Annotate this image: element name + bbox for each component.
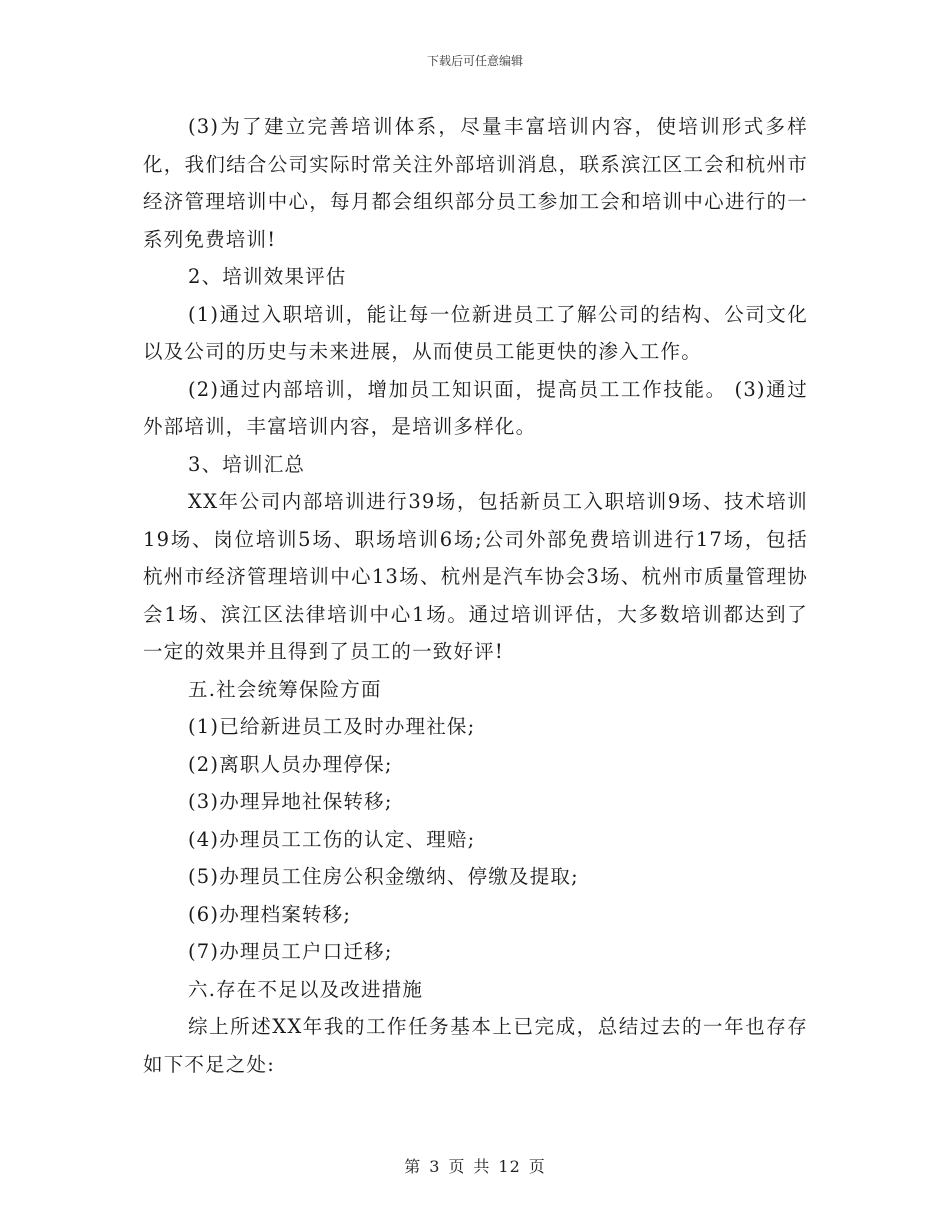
list-item-insurance-3: (3)办理异地社保转移; xyxy=(188,790,393,813)
page-header: 下载后可任意编辑 xyxy=(426,54,523,68)
heading-shortcomings: 六.存在不足以及改进措施 xyxy=(188,977,424,1001)
total-label: 共 xyxy=(473,1157,491,1176)
page-label-mid: 页 xyxy=(448,1157,466,1176)
paragraph-shortcomings-intro: 综上所述XX年我的工作任务基本上已完成，总结过去的一年也存存如下不足之处: xyxy=(143,1015,808,1076)
document-body xyxy=(143,108,808,1083)
paragraph-training-diversification: (3)为了建立完善培训体系，尽量丰富培训内容，使培训形式多样化，我们结合公司实际时常关注外部培训消息，联系滨江区工会和杭州市经济管理培训中心，每月都会组织部分员工参加工会和培训中心进行的一系列免费培训! xyxy=(143,115,808,251)
page-label-suffix: 页 xyxy=(528,1157,546,1176)
list-item-insurance-7: (7)办理员工户口迁移; xyxy=(188,940,393,963)
list-item-insurance-1: (1)已给新进员工及时办理社保; xyxy=(188,715,476,738)
page-label-prefix: 第 xyxy=(404,1157,422,1176)
page-footer xyxy=(0,1154,950,1177)
paragraph-internal-external-training: (2)通过内部培训，增加员工知识面，提高员工工作技能。 (3)通过外部培训，丰富培训内容，是培训多样化。 xyxy=(143,377,808,438)
current-page-number: 3 xyxy=(429,1157,441,1176)
list-item-insurance-2: (2)离职人员办理停保; xyxy=(188,752,393,776)
paragraph-training-summary: XX年公司内部培训进行39场，包括新员工入职培训9场、技术培训19场、岗位培训5场、职场培训6场;公司外部免费培训进行17场，包括杭州市经济管理培训中心13场、杭州是汽车协会3场、杭州市质量管理协会1场、滨江区法律培训中心1场。通过培训评估，大多数培训都达到了一定的效果并且得到了员工的一致好评! xyxy=(143,490,808,663)
heading-training-summary: 3、培训汇总 xyxy=(188,452,306,476)
heading-social-insurance: 五.社会统筹保险方面 xyxy=(188,677,382,701)
list-item-insurance-6: (6)办理档案转移; xyxy=(188,902,352,926)
heading-training-evaluation: 2、培训效果评估 xyxy=(188,265,347,288)
list-item-insurance-4: (4)办理员工工伤的认定、理赔; xyxy=(188,827,476,851)
list-item-insurance-5: (5)办理员工住房公积金缴纳、停缴及提取; xyxy=(188,865,579,888)
total-page-count: 12 xyxy=(498,1157,521,1176)
paragraph-onboarding-training: (1)通过入职培训，能让每一位新进员工了解公司的结构、公司文化以及公司的历史与未来进展，从而使员工能更快的渗入工作。 xyxy=(143,302,808,363)
